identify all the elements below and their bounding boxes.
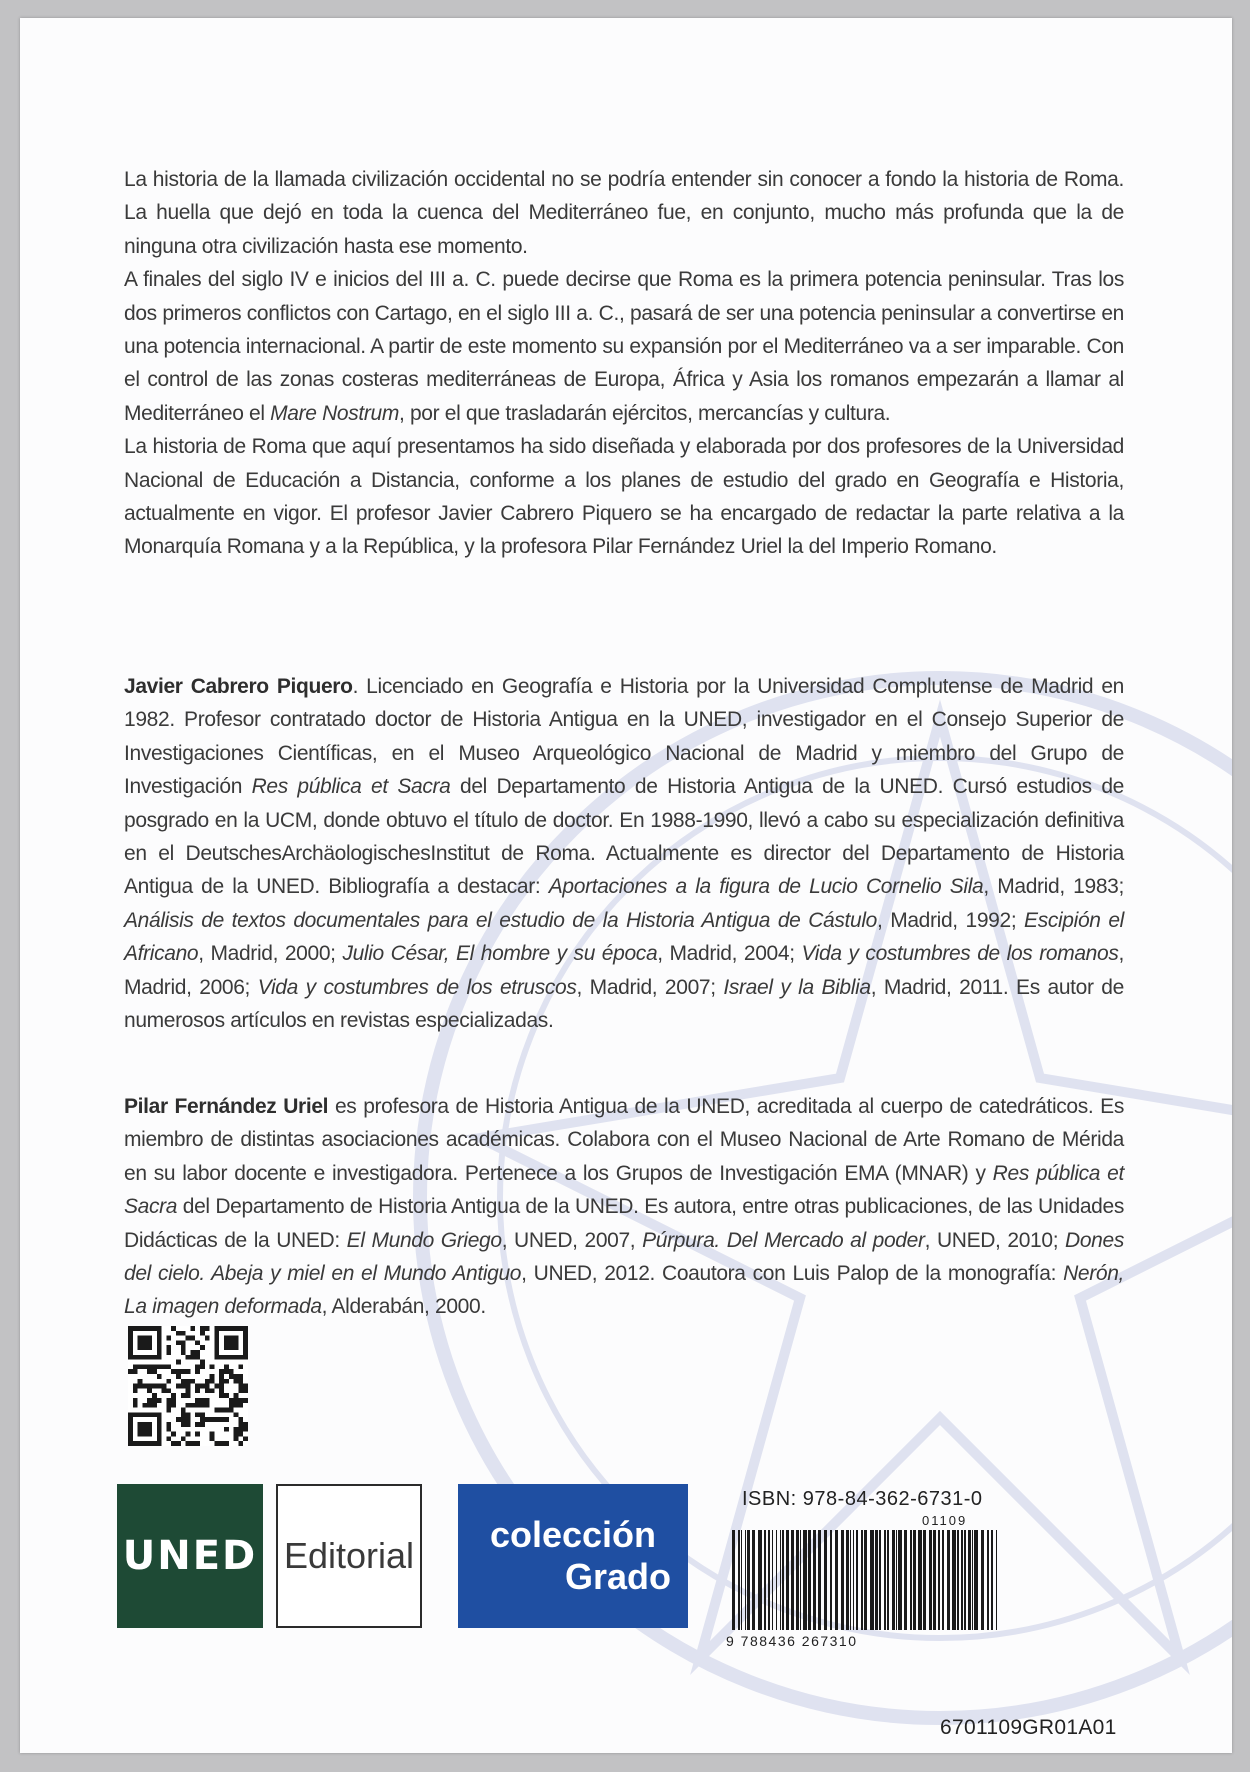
- bio-italic: Julio César, El hombre y su época: [342, 942, 658, 966]
- bio-text: , Madrid, 2011. Es autor de numerosos artículos en revistas especializadas.: [124, 975, 1124, 1033]
- bio-text: del Departamento de Historia Antigua de la UNED. Cursó estudios de posgrado en la UCM, donde obtuvo el título de doctor. En 1988-1990, llevó a cabo su especialización definitiva en el DeutschesArchäologischesInstitut de Roma. Actualmente es director del Departamento de Historia Antigua de la UNED. Bibliografía a destacar:: [124, 775, 1124, 899]
- bio-text: , Madrid, 2006;: [124, 942, 1124, 999]
- intro-p2-part-a: A finales del siglo IV e inicios del III a. C. puede decirse que Roma es la primera potencia peninsular. Tras los dos primeros conflictos con Cartago, en el siglo III a. C., pasará de ser una potencia peninsular a convertirse en una potencia internacional. A partir de este momento su expansión por el Mediterráneo va a ser imparable. Con el control de las zonas costeras mediterráneas de Europa, África y Asia los romanos empezarán a llamar al Mediterráneo el: [124, 268, 1124, 425]
- intro-p2-part-b: , por el que trasladarán ejércitos, mercancías y cultura.: [398, 401, 891, 425]
- intro-text: [124, 163, 1124, 564]
- uned-logo: [117, 1484, 263, 1628]
- isbn-label: ISBN: 978-84-362-6731-0: [742, 1488, 983, 1510]
- bio-italic: Aportaciones a la figura de Lucio Cornelio Sila: [548, 875, 984, 899]
- intro-p2-italic: Mare Nostrum: [270, 401, 399, 425]
- bio-italic: Res pública et Sacra: [124, 1161, 1124, 1219]
- back-cover: [20, 18, 1232, 1753]
- bio-text: , UNED, 2010;: [924, 1228, 1066, 1252]
- bio-text: , Alderabán, 2000.: [321, 1295, 486, 1319]
- bio-text: , UNED, 2007,: [501, 1228, 643, 1252]
- author-bio-javier: [124, 670, 1124, 1037]
- bio-text: . Licenciado en Geografía e Historia por la Universidad Complutense de Madrid en 1982. Profesor contratado doctor de Historia Antigua en la UNED, investigador en el Consejo Superior de Investigaciones Científicas, en el Museo Arqueológico Nacional de Madrid y miembro del Grupo de Investigación: [124, 675, 1124, 799]
- bio-italic: Israel y la Biblia: [723, 975, 871, 999]
- intro-paragraph-2: [124, 263, 1124, 430]
- author-name-javier: Javier Cabrero Piquero: [124, 675, 353, 698]
- intro-paragraph-3: La historia de Roma que aquí presentamos ha sido diseñada y elaborada por dos profesores de la Universidad Nacional de Educación a Distancia, conforme a los planes de estudio del grado en Geografía e Historia, actualmente en vigor. El profesor Javier Cabrero Piquero se ha encargado de redactar la parte relativa a la Monarquía Romana y a la República, y la profesora Pilar Fernández Uriel la del Imperio Romano.: [124, 435, 1124, 559]
- coleccion-logo-line2: Grado: [564, 1556, 671, 1597]
- bio-italic: Dones del cielo. Abeja y miel en el Mundo Antiguo: [124, 1228, 1124, 1286]
- bio-text: , UNED, 2012. Coautora con Luis Palop de la monografía:: [521, 1262, 1064, 1286]
- bio-text: , Madrid, 1983;: [983, 875, 1124, 899]
- author-bio-pilar: [124, 1090, 1124, 1324]
- bio-text: , Madrid, 1992;: [877, 908, 1025, 932]
- bio-text: es profesora de Historia Antigua de la UNED, acreditada al cuerpo de catedráticos. Es miembro de distintas asociaciones académicas. Colabora con el Museo Nacional de Arte Romano de Mérida en su labor docente e investigadora. Pertenece a los Grupos de Investigación EMA (MNAR) y: [124, 1095, 1124, 1185]
- bio-italic: Nerón, La imagen deformada: [124, 1262, 1125, 1319]
- barcode-digits: 9 788436 267310: [726, 1633, 858, 1649]
- coleccion-grado-logo: [458, 1484, 688, 1628]
- uned-logo-text: UNED: [122, 1533, 258, 1579]
- editorial-logo-text: Editorial: [283, 1535, 415, 1576]
- editorial-logo: [276, 1484, 422, 1628]
- bio-italic: El Mundo Griego: [346, 1228, 502, 1252]
- bio-text: , Madrid, 2007;: [576, 975, 724, 999]
- bio-italic: Vida y costumbres de los etruscos: [257, 975, 577, 999]
- bio-italic: Análisis de textos documentales para el estudio de la Historia Antigua de Cástulo: [124, 908, 877, 932]
- bio-text: , Madrid, 2000;: [198, 942, 343, 966]
- barcode-addon-digits: 01109: [922, 1513, 968, 1528]
- bio-italic: Púrpura. Del Mercado al poder: [642, 1228, 925, 1252]
- coleccion-logo-line1: colección: [489, 1514, 657, 1555]
- bio-javier-paragraph: [124, 670, 1124, 1037]
- qr-code-icon[interactable]: [128, 1326, 248, 1446]
- barcode-icon: [732, 1530, 1002, 1640]
- product-code: 6701109GR01A01: [940, 1716, 1117, 1739]
- bio-italic: Escipión el Africano: [124, 908, 1124, 966]
- bio-text: , Madrid, 2004;: [657, 942, 802, 966]
- bio-text: del Departamento de Historia Antigua de la UNED. Es autora, entre otras publicaciones, de las Unidades Didácticas de la UNED:: [124, 1195, 1124, 1252]
- bio-pilar-paragraph: [124, 1090, 1124, 1324]
- bio-italic: Res pública et Sacra: [251, 775, 451, 799]
- author-name-pilar: Pilar Fernández Uriel: [124, 1095, 329, 1118]
- bio-italic: Vida y costumbres de los romanos: [801, 942, 1119, 966]
- intro-paragraph-1: La historia de la llamada civilización occidental no se podría entender sin conocer a fondo la historia de Roma. La huella que dejó en toda la cuenca del Mediterráneo fue, en conjunto, mucho más profunda que la de ninguna otra civilización hasta ese momento.: [124, 168, 1124, 258]
